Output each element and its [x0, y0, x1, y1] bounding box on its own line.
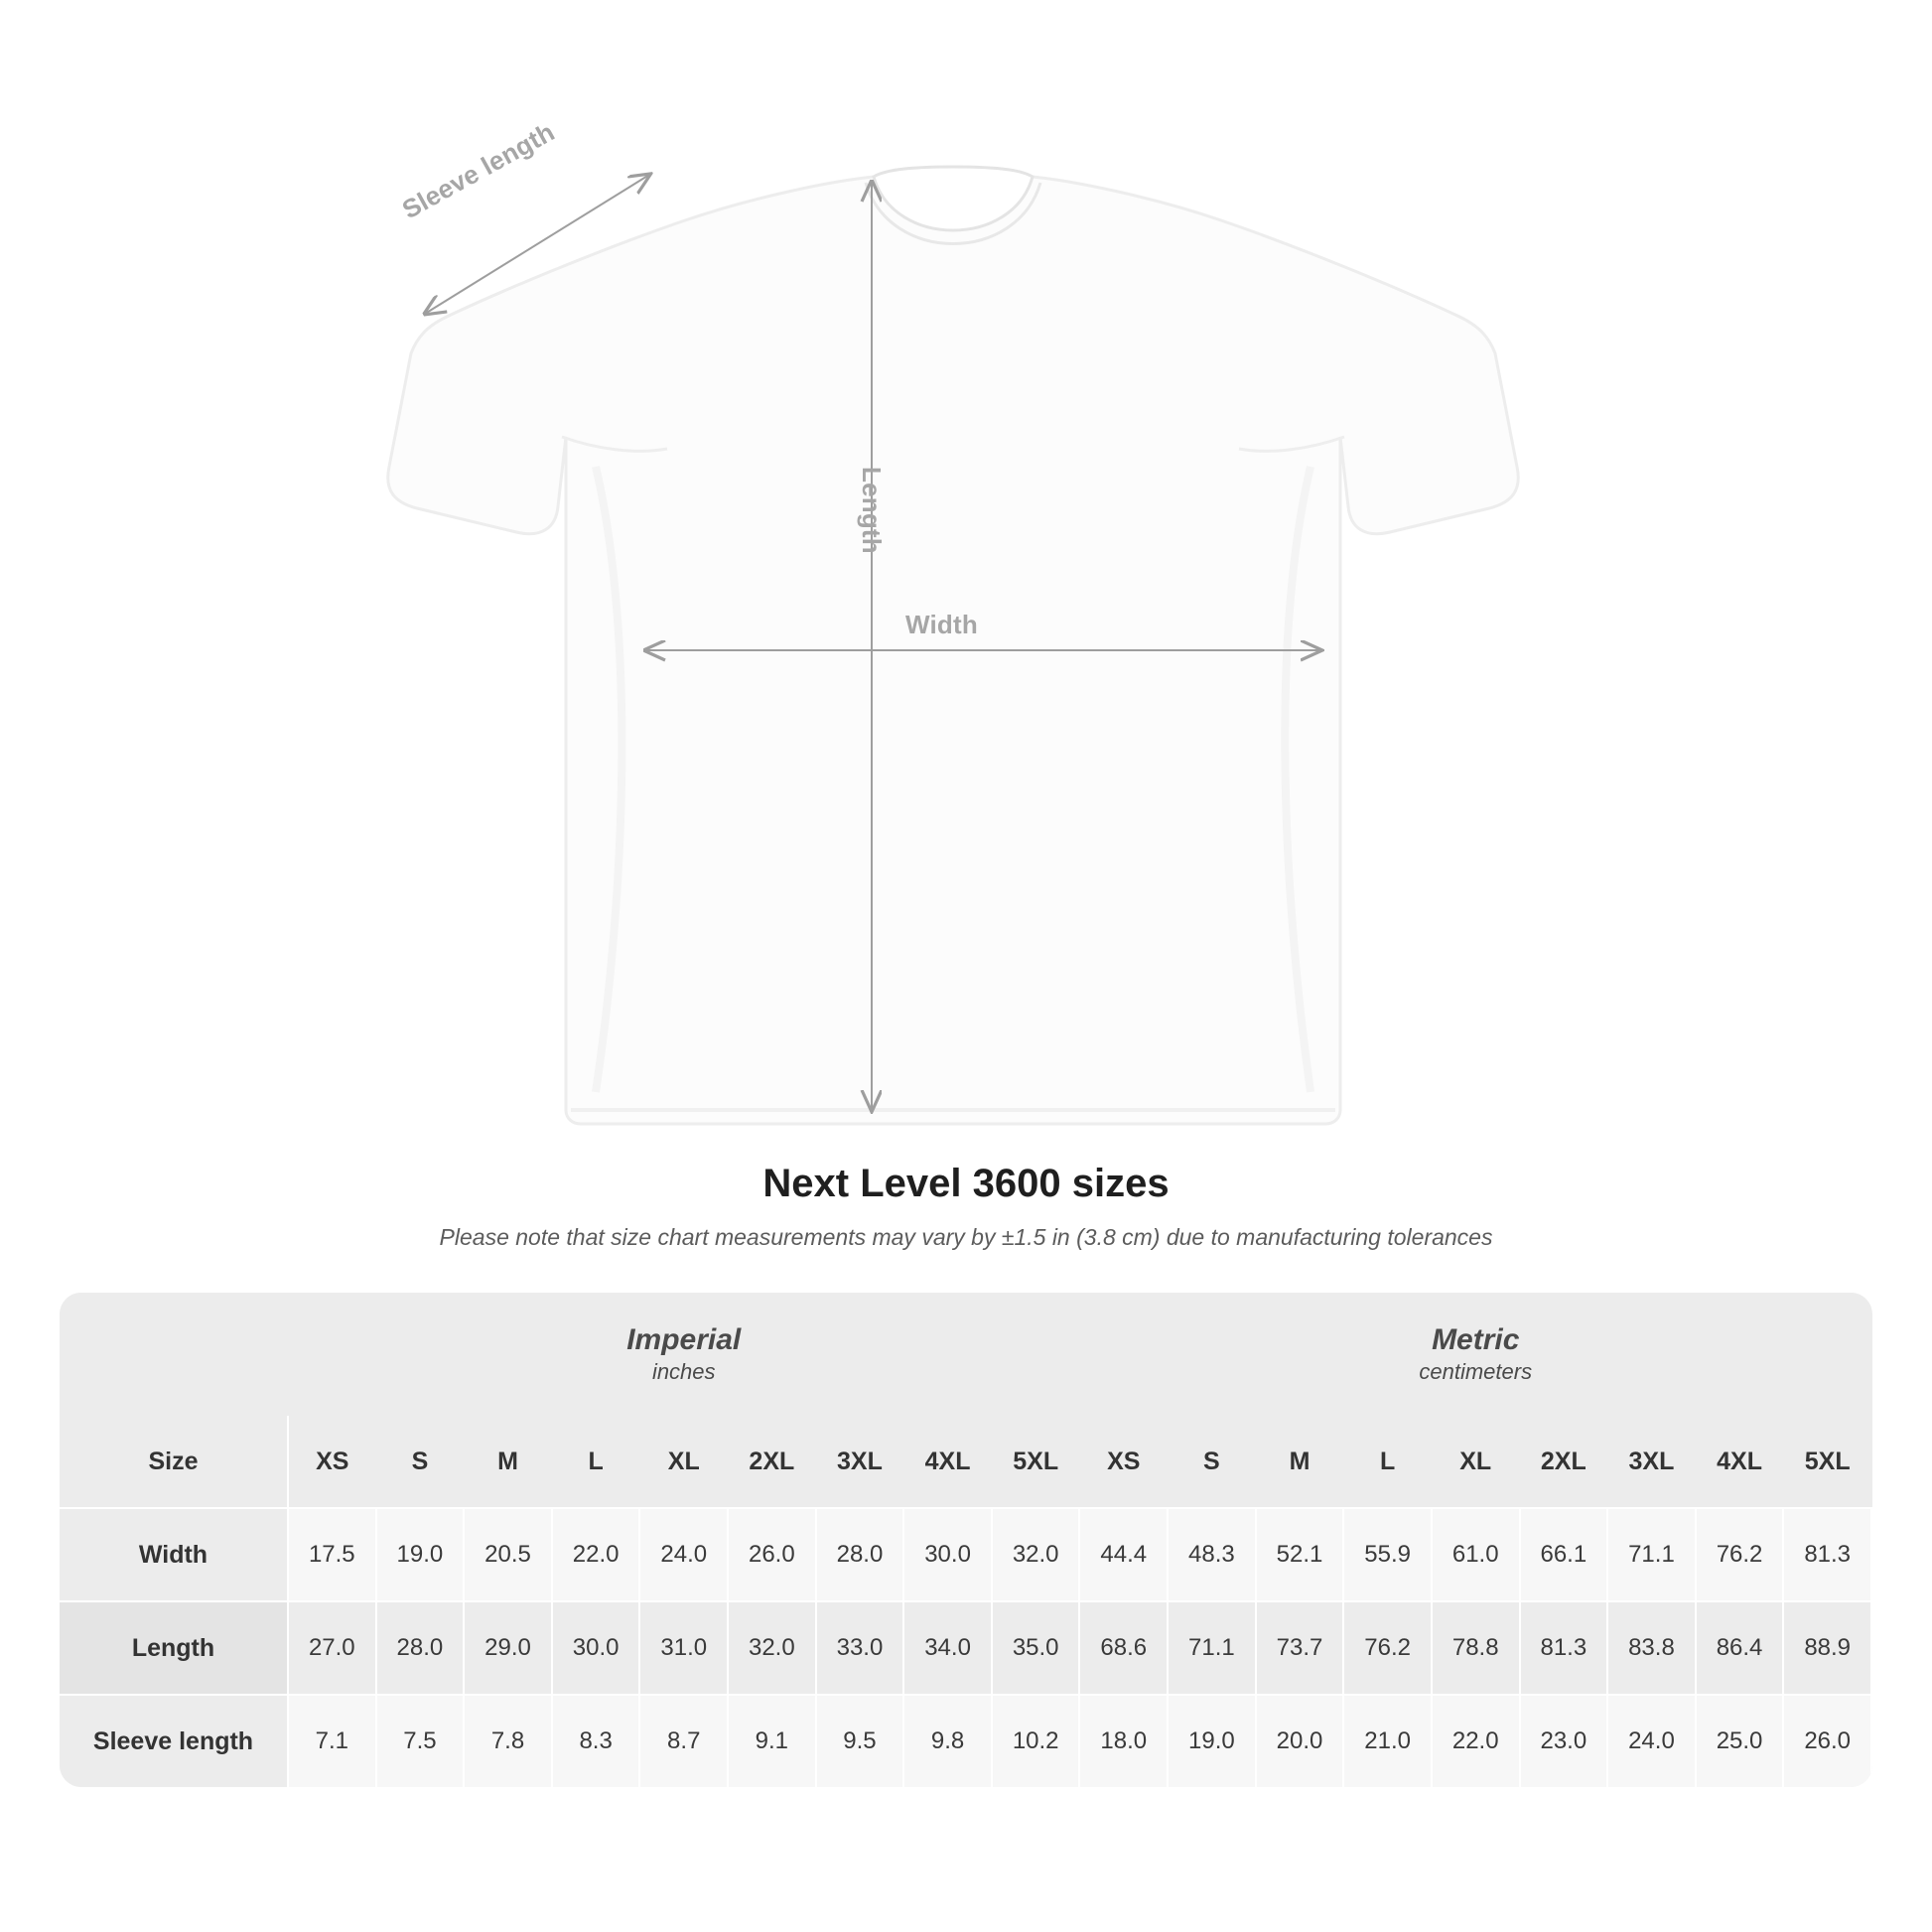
size-column-header: M [464, 1416, 552, 1508]
unit-group-name: Metric [1432, 1322, 1520, 1356]
measurement-cell: 17.5 [288, 1508, 376, 1601]
measurement-cell: 8.7 [639, 1695, 728, 1787]
size-column-header: L [1343, 1416, 1432, 1508]
measurement-cell: 22.0 [1432, 1695, 1520, 1787]
size-column-header: 4XL [903, 1416, 992, 1508]
unit-header-spacer [60, 1293, 288, 1416]
measurement-cell: 44.4 [1079, 1508, 1168, 1601]
measurement-cell: 9.1 [728, 1695, 816, 1787]
measurement-cell: 19.0 [1168, 1695, 1256, 1787]
unit-header-row [60, 1293, 1871, 1416]
measurement-cell: 10.2 [992, 1695, 1080, 1787]
size-column-header: 3XL [1607, 1416, 1696, 1508]
size-column-header: XL [1432, 1416, 1520, 1508]
measurement-cell: 68.6 [1079, 1601, 1168, 1695]
measurement-cell: 7.8 [464, 1695, 552, 1787]
size-column-header: 3XL [816, 1416, 904, 1508]
measurement-cell: 55.9 [1343, 1508, 1432, 1601]
measurement-cell: 52.1 [1256, 1508, 1344, 1601]
measurement-cell: 35.0 [992, 1601, 1080, 1695]
measurement-cell: 20.0 [1256, 1695, 1344, 1787]
measurement-cell: 32.0 [728, 1601, 816, 1695]
measurement-cell: 30.0 [903, 1508, 992, 1601]
measurement-row-label: Length [60, 1601, 288, 1695]
size-column-header: S [376, 1416, 465, 1508]
tshirt-shape [388, 167, 1519, 1124]
size-column-header: 2XL [1520, 1416, 1608, 1508]
size-header-row [60, 1416, 1871, 1508]
measurement-cell: 71.1 [1607, 1508, 1696, 1601]
measurement-cell: 25.0 [1696, 1695, 1784, 1787]
measurement-cell: 7.1 [288, 1695, 376, 1787]
measurement-cell: 48.3 [1168, 1508, 1256, 1601]
unit-group-subtitle: centimeters [1419, 1359, 1533, 1385]
measurement-cell: 9.8 [903, 1695, 992, 1787]
measurement-cell: 61.0 [1432, 1508, 1520, 1601]
length-label: Length [857, 467, 887, 554]
measurement-cell: 24.0 [1607, 1695, 1696, 1787]
measurement-cell: 86.4 [1696, 1601, 1784, 1695]
measurement-cell: 76.2 [1696, 1508, 1784, 1601]
measurement-cell: 88.9 [1783, 1601, 1871, 1695]
measurement-cell: 32.0 [992, 1508, 1080, 1601]
size-chart-table-wrapper [60, 1293, 1872, 1787]
measurement-cell: 81.3 [1520, 1601, 1608, 1695]
measurement-cell: 9.5 [816, 1695, 904, 1787]
measurement-cell: 26.0 [728, 1508, 816, 1601]
size-column-header: 4XL [1696, 1416, 1784, 1508]
measurement-cell: 71.1 [1168, 1601, 1256, 1695]
size-column-header: S [1168, 1416, 1256, 1508]
measurement-cell: 78.8 [1432, 1601, 1520, 1695]
measurement-cell: 24.0 [639, 1508, 728, 1601]
measurement-cell: 7.5 [376, 1695, 465, 1787]
measurement-cell: 29.0 [464, 1601, 552, 1695]
measurement-cell: 8.3 [552, 1695, 640, 1787]
measurement-cell: 31.0 [639, 1601, 728, 1695]
size-chart-table [60, 1293, 1872, 1787]
sleeve-length-label: Sleeve length [397, 116, 560, 225]
table-row [60, 1695, 1871, 1787]
unit-group-subtitle: inches [651, 1359, 716, 1385]
measurement-cell: 28.0 [816, 1508, 904, 1601]
size-column-header: 5XL [1783, 1416, 1871, 1508]
measurement-cell: 28.0 [376, 1601, 465, 1695]
measurement-cell: 20.5 [464, 1508, 552, 1601]
table-row [60, 1601, 1871, 1695]
size-column-header: M [1256, 1416, 1344, 1508]
size-header-label: Size [60, 1416, 288, 1508]
measurement-cell: 19.0 [376, 1508, 465, 1601]
size-column-header: L [552, 1416, 640, 1508]
measurement-cell: 33.0 [816, 1601, 904, 1695]
measurement-cell: 18.0 [1079, 1695, 1168, 1787]
size-column-header: 5XL [992, 1416, 1080, 1508]
size-column-header: 2XL [728, 1416, 816, 1508]
measurement-row-label: Sleeve length [60, 1695, 288, 1787]
measurement-row-label: Width [60, 1508, 288, 1601]
measurement-cell: 83.8 [1607, 1601, 1696, 1695]
measurement-cell: 73.7 [1256, 1601, 1344, 1695]
unit-group-header [1079, 1293, 1871, 1416]
measurement-cell: 66.1 [1520, 1508, 1608, 1601]
width-label: Width [905, 610, 978, 639]
measurement-cell: 27.0 [288, 1601, 376, 1695]
measurement-cell: 21.0 [1343, 1695, 1432, 1787]
size-column-header: XS [288, 1416, 376, 1508]
table-row [60, 1508, 1871, 1601]
measurement-cell: 76.2 [1343, 1601, 1432, 1695]
measurement-cell: 23.0 [1520, 1695, 1608, 1787]
tolerance-note: Please note that size chart measurements may vary by ±1.5 in (3.8 cm) due to manufacturing tolerances [439, 1224, 1493, 1250]
page-title: Next Level 3600 sizes [762, 1162, 1170, 1205]
measurement-cell: 30.0 [552, 1601, 640, 1695]
measurement-cell: 22.0 [552, 1508, 640, 1601]
unit-group-name: Imperial [626, 1322, 742, 1356]
measurement-cell: 81.3 [1783, 1508, 1871, 1601]
title-block [0, 1162, 1932, 1251]
unit-group-header [288, 1293, 1079, 1416]
measurement-cell: 34.0 [903, 1601, 992, 1695]
size-column-header: XS [1079, 1416, 1168, 1508]
measurement-cell: 26.0 [1783, 1695, 1871, 1787]
size-column-header: XL [639, 1416, 728, 1508]
